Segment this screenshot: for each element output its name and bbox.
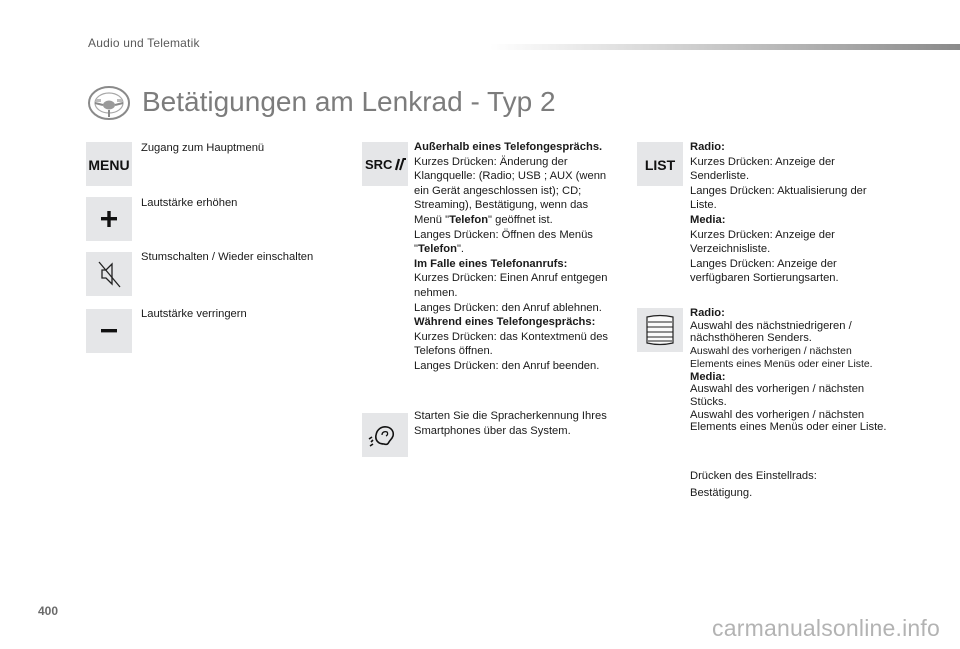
- src-button: [362, 142, 408, 186]
- voice-recognition-icon: [362, 413, 408, 457]
- mute-desc: Stumschalten / Wieder einschalten: [141, 251, 314, 263]
- page-title: Betätigungen am Lenkrad - Typ 2: [142, 86, 556, 117]
- list-desc: [690, 140, 890, 286]
- wheel-press-desc: Drücken des Einstellrads: Bestätigung.: [690, 470, 817, 499]
- wheel-text-2: Auswahl des vorherigen / nächsten Elements eines Menüs oder einer Liste.: [690, 345, 873, 370]
- list-text-2: Langes Drücken: Aktualisierung der Liste.: [690, 184, 867, 212]
- list-text-4: Langes Drücken: Anzeige der verfügbaren Sortierungsarten.: [690, 257, 839, 285]
- src-text-3: Kurzes Drücken: Einen Anruf entgegen nehmen.: [414, 272, 608, 299]
- list-button-label: LIST: [644, 157, 676, 173]
- thumbwheel-desc: [690, 307, 895, 434]
- list-heading-radio: Radio:: [690, 141, 725, 153]
- wheel-heading-media: Media:: [690, 370, 726, 383]
- src-text-5: Kurzes Drücken: das Kontextmenü des Telefons öffnen.: [414, 330, 609, 358]
- src-text-1-end: " geöffnet ist.: [488, 213, 553, 226]
- phone-icon: [396, 159, 406, 170]
- wheel-text-1: Auswahl des nächstniedrigeren / nächsthöheren Senders.: [690, 319, 852, 345]
- header-bar: [490, 44, 960, 50]
- page-number: 400: [38, 604, 59, 618]
- menu-button-label: MENU: [88, 157, 130, 173]
- src-text-4: Langes Drücken: den Anruf ablehnen.: [414, 301, 602, 314]
- list-text-1: Kurzes Drücken: Anzeige der Senderliste.: [690, 155, 835, 183]
- volume-up-desc: Lautstärke erhöhen: [141, 197, 238, 209]
- src-text-6: Langes Drücken: den Anruf beenden.: [414, 359, 600, 372]
- thumbwheel-icon: [637, 308, 683, 352]
- menu-desc: Zugang zum Hauptmenü: [141, 142, 265, 154]
- voice-desc: Starten Sie die Spracherkennung Ihres Smartphones über das System.: [414, 410, 607, 437]
- watermark: carmanualsonline.info: [712, 615, 940, 641]
- mute-icon: [86, 252, 132, 296]
- mute-button: [86, 252, 132, 296]
- list-button: [637, 142, 683, 186]
- wheel-text-4: Auswahl des vorherigen / nächsten Elements eines Menüs oder einer Liste.: [690, 408, 887, 434]
- src-text-2-bold: Telefon: [417, 243, 457, 256]
- src-text-2-end: ".: [456, 243, 465, 256]
- src-heading-3: Während eines Telefongesprächs:: [414, 316, 596, 329]
- menu-button: [86, 142, 132, 186]
- volume-down-desc: Lautstärke verringern: [141, 308, 247, 320]
- src-desc: [414, 140, 619, 374]
- src-heading-2: Im Falle eines Telefonanrufs:: [414, 257, 568, 270]
- volume-down-button: [86, 309, 132, 353]
- src-text-1: Kurzes Drücken: Änderung der Klangquelle: (Radio; USB ; AUX (wenn ein Gerät angeschlossen ist); CD; Streaming), Bestätigung, wenn das Menü ": [414, 155, 607, 226]
- section-title: Audio und Telematik: [88, 36, 200, 50]
- src-heading-1: Außerhalb eines Telefongesprächs.: [414, 141, 603, 153]
- src-text-2: Langes Drücken: Öffnen des Menüs ": [414, 228, 593, 256]
- list-text-3: Kurzes Drücken: Anzeige der Verzeichnisliste.: [690, 228, 835, 256]
- steering-wheel-icon: [86, 84, 132, 122]
- volume-up-button: [86, 197, 132, 241]
- wheel-text-3: Auswahl des vorherigen / nächsten Stücks.: [690, 383, 865, 408]
- src-button-label: SRC: [365, 157, 393, 172]
- list-heading-media: Media:: [690, 213, 726, 226]
- voice-button: [362, 413, 408, 457]
- thumbwheel-button: [637, 308, 683, 352]
- src-text-1-bold: Telefon: [449, 213, 489, 226]
- wheel-heading-radio: Radio:: [690, 307, 725, 319]
